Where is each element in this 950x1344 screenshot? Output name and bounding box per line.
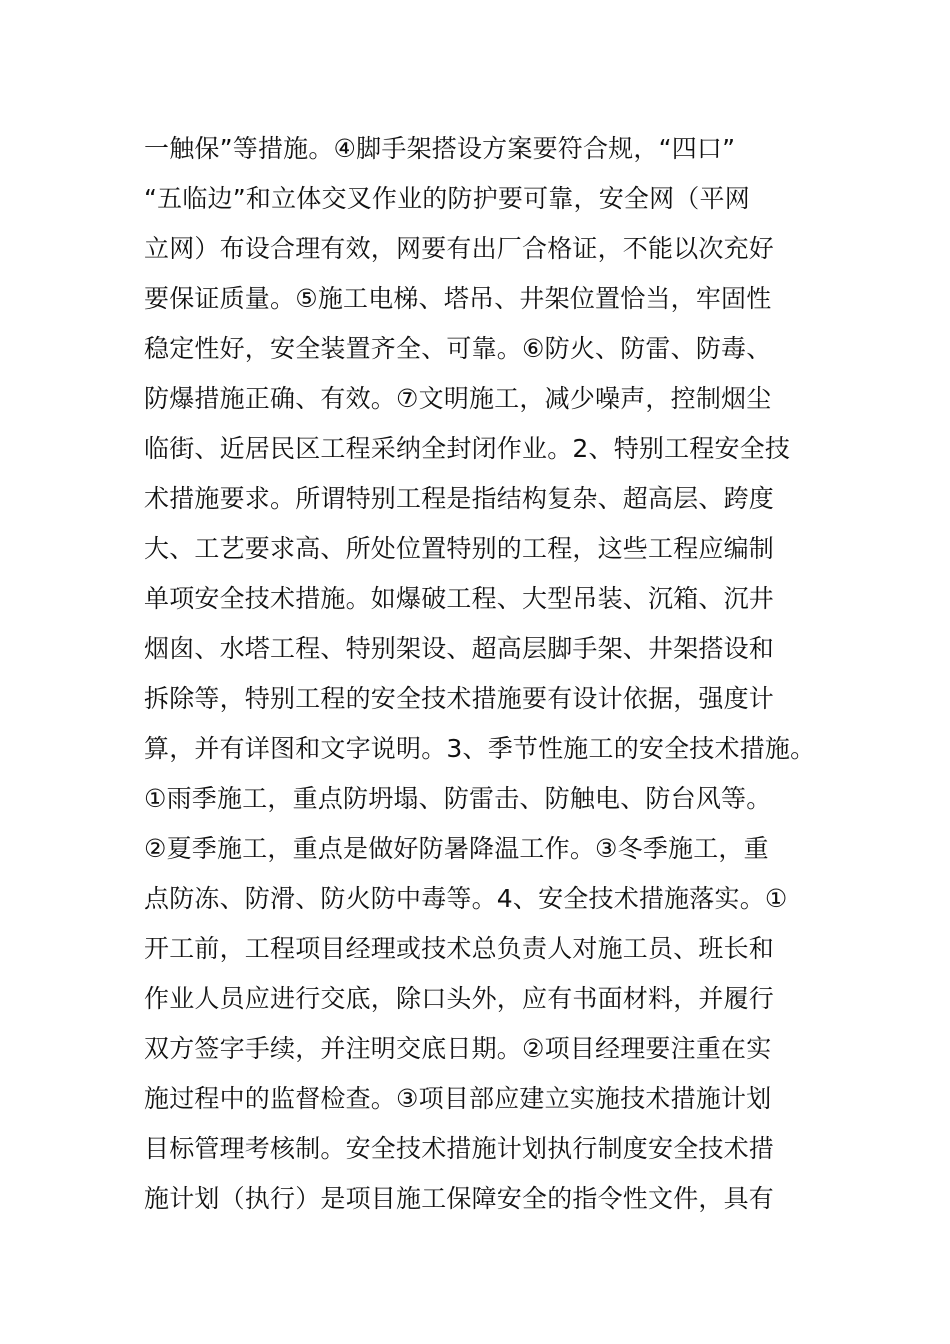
text-line: 双方签字手续，并注明交底日期。②项目经理要注重在实 <box>144 1034 772 1063</box>
text-line: 目标管理考核制。安全技术措施计划执行制度安全技术措 <box>144 1134 775 1163</box>
text-line: 临街、近居民区工程采纳全封闭作业。2、特别工程安全技 <box>144 434 791 463</box>
text-line: 算，并有详图和文字说明。3、季节性施工的安全技术措施。 <box>144 734 816 763</box>
body-text <box>144 124 844 1224</box>
text-line: “五临边”和立体交叉作业的防护要可靠，安全网（平网 <box>144 184 750 213</box>
text-line: ②夏季施工，重点是做好防暑降温工作。③冬季施工，重 <box>144 834 769 863</box>
text-line: 作业人员应进行交底，除口头外，应有书面材料，并履行 <box>144 984 775 1013</box>
text-line: 拆除等，特别工程的安全技术措施要有设计依据，强度计 <box>144 684 775 713</box>
text-line: 稳定性好，安全装置齐全、可靠。⑥防火、防雷、防毒、 <box>144 334 772 363</box>
text-line: 烟囱、水塔工程、特别架设、超高层脚手架、井架搭设和 <box>144 634 775 663</box>
text-line: 开工前，工程项目经理或技术总负责人对施工员、班长和 <box>144 934 775 963</box>
text-line: 要保证质量。⑤施工电梯、塔吊、井架位置恰当，牢固性 <box>144 284 772 313</box>
text-line: 施过程中的监督检查。③项目部应建立实施技术措施计划 <box>144 1084 772 1113</box>
text-line: 防爆措施正确、有效。⑦文明施工，减少噪声，控制烟尘 <box>144 384 772 413</box>
text-line: 立网）布设合理有效，网要有出厂合格证，不能以次充好 <box>144 234 775 263</box>
text-line: 单项安全技术措施。如爆破工程、大型吊装、沉箱、沉井 <box>144 584 775 613</box>
text-line: ①雨季施工，重点防坍塌、防雷击、防触电、防台风等。 <box>144 784 772 813</box>
text-line: 大、工艺要求高、所处位置特别的工程，这些工程应编制 <box>144 534 775 563</box>
text-line: 点防冻、防滑、防火防中毒等。4、安全技术措施落实。① <box>144 884 788 913</box>
text-line: 一触保”等措施。④脚手架搭设方案要符合规，“四口” <box>144 134 736 163</box>
text-line: 术措施要求。所谓特别工程是指结构复杂、超高层、跨度 <box>144 484 775 513</box>
text-line: 施计划（执行）是项目施工保障安全的指令性文件，具有 <box>144 1184 775 1213</box>
